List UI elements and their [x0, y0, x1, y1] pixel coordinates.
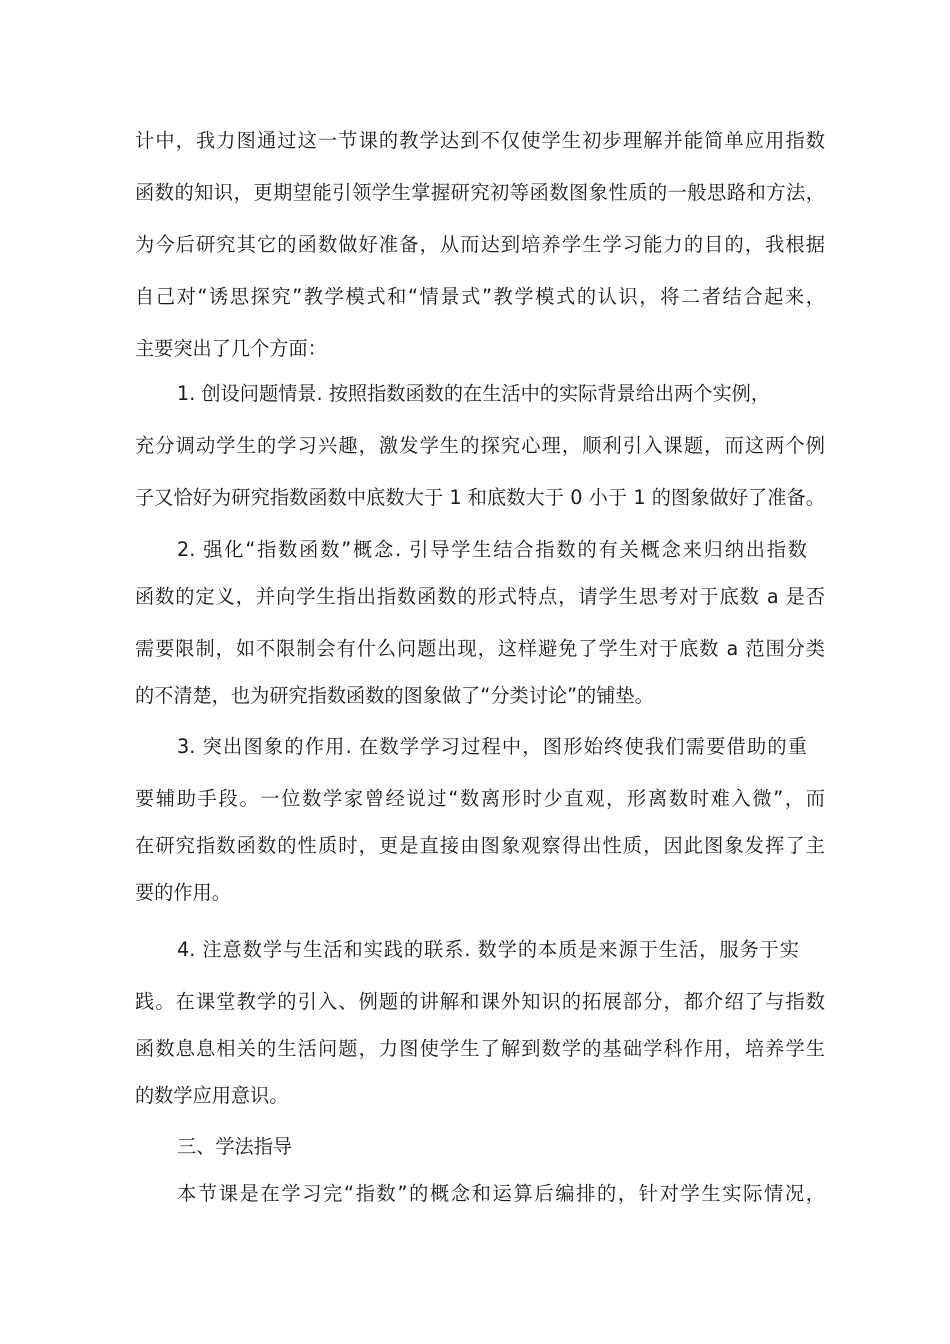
list-item-heading: 1. 创设问题情景. 按照指数函数的在生活中的实际背景给出两个实例，: [177, 382, 771, 405]
paragraph-line: 主要突出了几个方面：: [135, 337, 327, 360]
list-item-heading: 3. 突出图象的作用. 在数学学习过程中，图形始终使我们需要借助的重: [177, 735, 807, 758]
paragraph-line: 计中，我力图通过这一节课的教学达到不仅使学生初步理解并能简单应用指数: [135, 129, 825, 152]
paragraph-line: 本节课是在学习完“指数”的概念和运算后编排的，针对学生实际情况，: [177, 1182, 825, 1205]
paragraph-line: 的不清楚，也为研究指数函数的图象做了“分类讨论”的铺垫。: [135, 684, 654, 707]
list-item-heading: 2. 强化“指数函数”概念. 引导学生结合指数的有关概念来归纳出指数: [177, 538, 807, 561]
paragraph-line: 为今后研究其它的函数做好准备，从而达到培养学生学习能力的目的，我根据: [135, 233, 825, 256]
paragraph-line: 需要限制，如不限制会有什么问题出现，这样避免了学生对于底数 a 范围分类: [135, 637, 825, 660]
paragraph-line: 要辅助手段。一位数学家曾经说过“数离形时少直观，形离数时难入微”，而: [135, 787, 825, 810]
paragraph-line: 的数学应用意识。: [135, 1084, 289, 1107]
paragraph-line: 子又恰好为研究指数函数中底数大于 1 和底数大于 0 小于 1 的图象做好了准备。: [135, 486, 825, 509]
paragraph-line: 自己对“诱思探究”教学模式和“情景式”教学模式的认识，将二者结合起来，: [135, 285, 825, 308]
paragraph-line: 要的作用。: [135, 881, 231, 904]
paragraph-line: 践。在课堂教学的引入、例题的讲解和课外知识的拓展部分，都介绍了与指数: [135, 990, 825, 1013]
section-heading: 三、学法指导: [177, 1135, 293, 1158]
paragraph-line: 在研究指数函数的性质时，更是直接由图象观察得出性质，因此图象发挥了主: [135, 834, 825, 857]
paragraph-line: 充分调动学生的学习兴趣，激发学生的探究心理，顺利引入课题，而这两个例: [135, 434, 825, 457]
list-item-heading: 4. 注意数学与生活和实践的联系. 数学的本质是来源于生活，服务于实: [177, 938, 799, 961]
paragraph-line: 函数的定义，并向学生指出指数函数的形式特点，请学生思考对于底数 a 是否: [135, 585, 825, 608]
paragraph-line: 函数息息相关的生活问题，力图使学生了解到数学的基础学科作用，培养学生: [135, 1037, 825, 1060]
paragraph-line: 函数的知识，更期望能引领学生掌握研究初等函数图象性质的一般思路和方法，: [135, 181, 825, 204]
